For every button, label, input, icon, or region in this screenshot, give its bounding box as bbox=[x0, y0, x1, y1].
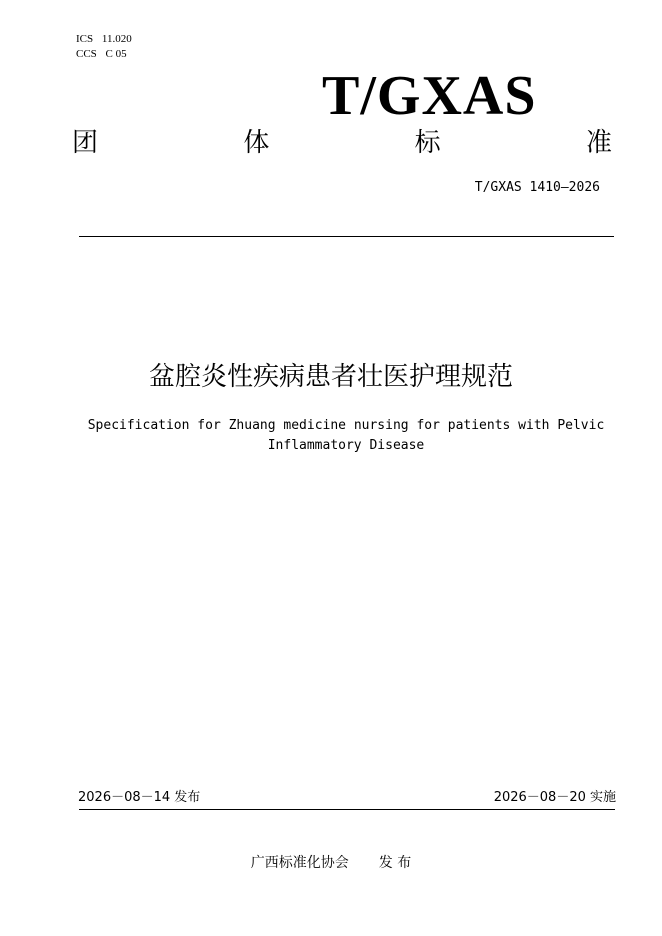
header-divider bbox=[79, 236, 614, 237]
document-title-zh: 盆腔炎性疾病患者壮医护理规范 bbox=[148, 362, 513, 392]
classification-codes bbox=[76, 32, 132, 62]
ccs-label: CCS bbox=[76, 48, 97, 60]
document-title-en bbox=[60, 416, 632, 456]
ccs-value: C 05 bbox=[105, 48, 127, 60]
standard-type bbox=[72, 126, 612, 160]
title-en-line: Specification for Zhuang medicine nursing for patients with Pelvic bbox=[87, 418, 605, 433]
standard-type-char: 团 bbox=[72, 128, 99, 158]
issue-date: 2026－08－14 发布 bbox=[78, 790, 201, 805]
publisher-action: 发 布 bbox=[378, 855, 412, 871]
implementation-date: 2026－08－20 实施 bbox=[493, 790, 616, 805]
standard-type-char: 标 bbox=[414, 128, 441, 158]
ics-row bbox=[76, 32, 132, 47]
ics-label: ICS bbox=[76, 33, 94, 45]
standard-type-char: 体 bbox=[243, 128, 270, 158]
standard-logo: T/GXAS bbox=[322, 65, 537, 127]
title-en-line: Inflammatory Disease bbox=[267, 438, 425, 453]
ics-value: 11.020 bbox=[101, 33, 132, 45]
standard-type-char: 准 bbox=[585, 128, 612, 158]
publisher bbox=[0, 853, 662, 873]
footer-divider bbox=[79, 809, 615, 810]
ccs-row bbox=[76, 47, 132, 62]
publisher-name: 广西标准化协会 bbox=[250, 855, 349, 871]
standard-number: T/GXAS 1410—2026 bbox=[474, 180, 600, 195]
